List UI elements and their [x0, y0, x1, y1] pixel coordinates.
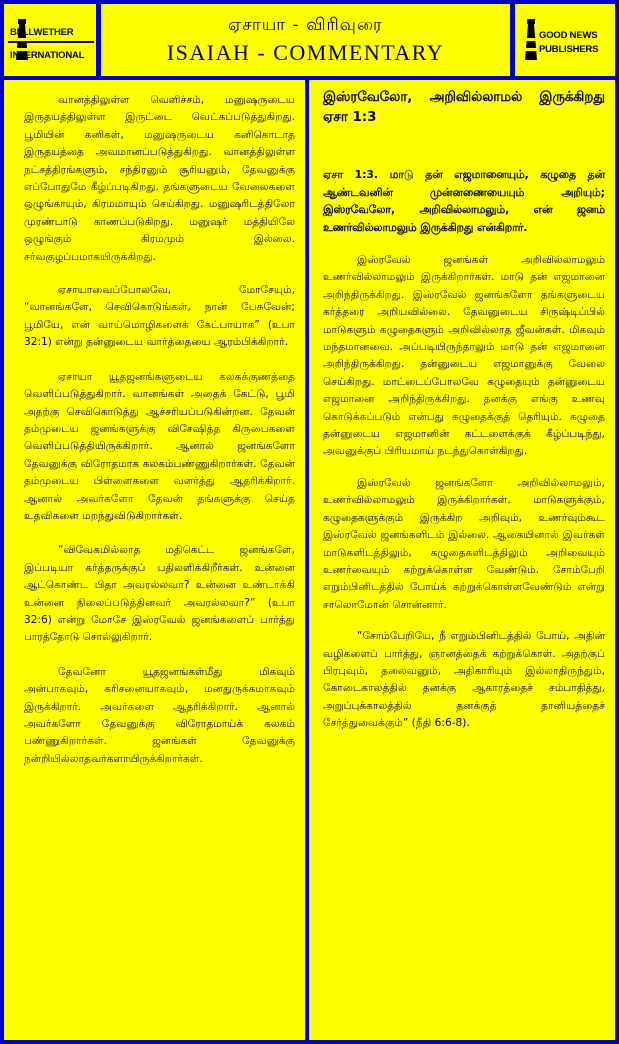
left-column [4, 80, 305, 1040]
bellwether-logo-line2: INTERNATIONAL [10, 50, 85, 61]
right-paragraph: இஸ்ரவேல் ஜனங்களோ அறிவில்லாமலும், உணர்வில்லாமலும் இருக்கிறார்கள். மாடுகளுக்கும், கழுதைகளுக்கும் இருக்கிற அறிவும், உணர்வும்கூட இஸ்ரவேல் ஜனங்களிடம் இல்லை. ஆகையினால் இவர்கள் மாடுகளிடத்திலும், கழுதைகளிடத்திலும் அறிவையும் உணர்வையும் கற்றுக்கொள்ள வேண்டும். சோம்பேறி எறும்பினிடத்தில் போய்க் கற்றுக்கொள்ளவேண்டும் என்று சாலொமோன் சொன்னார். [323, 476, 605, 611]
scripture-verse: ஏசா 1:3. மாடு தன் எஜமானையும், கழுதை தன் ஆண்டவனின் முன்னணையையும் அறியும்; இஸ்ரவேலோ, அறிவில்லாமலும், என் ஜனம் உணர்வில்லாமலும் இருக்கிறது என்கிறார். [323, 168, 605, 234]
good-news-logo-line2: PUBLISHERS [539, 44, 599, 55]
bellwether-logo-line1: BELLWETHER [10, 27, 74, 38]
title-panel [101, 4, 510, 76]
header [4, 4, 615, 76]
right-paragraph: “சோம்பேறியே, நீ எறும்பினிடத்தில் போய், அதின் வழிகளைப் பார்த்து, ஞானத்தைக் கற்றுக்கொள். அதற்குப் பிரபுவும், தலைவனும், அதிகாரியும் இல்லாதிருந்தும், கோடைகாலத்தில் தனக்கு ஆகாரத்தைச் சம்பாதித்து, அறுப்புக்காலத்தில் தனக்குத் தானியத்தைச் சேர்த்துவைக்கும்” (நீதி 6:6-8). [323, 630, 605, 730]
good-news-logo [515, 4, 615, 76]
lighthouse-icon [523, 18, 539, 62]
left-paragraph: தேவனோ யூதஜனங்கள்மீது மிகவும் அன்பாகவும், கரிசனையாகவும், மனதுருக்கமாகவும் இருக்கிறார். அவர்களை ஆதரிக்கிறார். ஆனால் அவர்களோ தேவனுக்கு விரோதமாய்க் கலகம் பண்ணுகிறார்கள். ஜனங்கள் தேவனுக்கு நன்றியில்லாதவர்களாயிருக்கிறார்கள். [24, 665, 295, 765]
right-column [309, 80, 615, 1040]
logo-divider [8, 41, 94, 43]
bellwether-logo [4, 4, 96, 76]
title-english: ISAIAH - COMMENTARY [166, 39, 445, 65]
left-paragraph: “விவேகமில்லாத மதிகெட்ட ஜனங்களே, இப்படியா கர்த்தருக்குப் பதிலளிக்கிறீர்கள். உன்னை ஆட்கொண்ட பிதா அவரல்லவா? உன்னை உண்டாக்கி உன்னை நிலைப்படுத்தினவர் அவரல்லவா?” (உபா 32:6) என்று மோசே இஸ்ரவேல் ஜனங்களைப் பார்த்து பாரத்தோடு சொல்லுகிறார். [24, 544, 295, 644]
title-tamil: ஏசாயா - விரிவுரை [228, 14, 383, 35]
left-paragraph: ஏசாயா யூதஜனங்களுடைய கலகக்குணத்தை வெளிப்படுத்துகிறார். வானங்கள் அதைக் கேட்டு, பூமி அதற்கு செவிகொடுத்து ஆச்சரியப்படுகின்றன. தேவன் தம்முடைய ஜனங்களுக்கு விசேஷித்த கிருபைகளை வெளிப்படுத்தியிருக்கிறார். ஆனால் ஜனங்களோ தேவனுக்கு விரோதமாக கலகம்பண்ணுகிறார்கள். தேவன் தம்முடைய பிள்ளைகளை வளர்த்து ஆதரிக்கிறார். ஆனால் அவர்களோ தேவன் தங்களுக்கு செய்த உதவிகளை மறந்துவிடுகிறார்கள். [24, 370, 295, 522]
left-paragraph: வானத்திலுள்ள வெளிச்சம், மனுஷருடைய இருதயத்திலுள்ள இருட்டை வெட்கப்படுத்துகிறது. பூமியின் கனிகள், மனுஷருடைய கனிகொடாத இருதயத்தை அவமானப்படுத்துகிறது. வானத்திலுள்ள நட்சத்திரங்களும், சந்திரனும் சூரியனும், தேவனுக்கு எப்போதுமே கீழ்ப்படிகிறது. தங்களுடைய வேலைகளை ஒழுங்காயும், கிரமமாயும் செய்கிறது. மனுஷரிடத்திலோ முரண்பாடு காணப்படுகிறது. மனுஷர் மத்தியிலே ஒழுங்கும் கிரமமும் இல்லை. சர்வகுழப்பமாகயிருக்கிறது. [24, 94, 295, 263]
left-paragraph: ஏசாயாவைப்போலவே, மோசேயும், “வானங்களே, செவிகொடுங்கள், நான் பேசுவேன்; பூமியே, என் வாய்மொழிகளைக் கேட்பாயாக” (உபா 32:1) என்று தன்னுடைய வார்த்தையை ஆரம்பிக்கிறார். [24, 284, 295, 349]
good-news-logo-line1: GOOD NEWS [539, 30, 598, 41]
section-heading: இஸ்ரவேலோ, அறிவில்லாமல் இருக்கிறது ஏசா 1:3 [323, 90, 605, 125]
right-paragraph: இஸ்ரவேல் ஜனங்கள் அறிவில்லாமலும் உணர்வில்லாமலும் இருக்கிறார்கள். மாடு தன் எஜமானை அறிந்திருக்கிறது. இஸ்ரவேல் ஜனங்களோ தங்களுடைய கர்த்தரை அறியவில்லை. தேவனுடைய சிருஷ்டிப்பில் மாடுகளும் கழுதைகளும் அறிவில்லாத ஜீவன்கள். மிகவும் மந்தமானவை. அப்படியிருந்தாலும் மாடு தன் எஜமானை அறிந்திருக்கிறது. தன்னுடைய எஜமானுக்கு வேலை செய்கிறது. மாட்டைப்போலவே கழுதையும் தன்னுடைய எஜமானை அறிந்திருக்கிறது. தனக்கு எங்கு உணவு கொடுக்கப்படும் என்பது கழுதைக்குத் தெரியும். கழுதை தன்னுடைய எஜமானின் கட்டளைக்குக் கீழ்ப்படிந்து, அவனுக்குப் பிரியமாய் நடந்துகொள்கிறது. [323, 254, 605, 458]
